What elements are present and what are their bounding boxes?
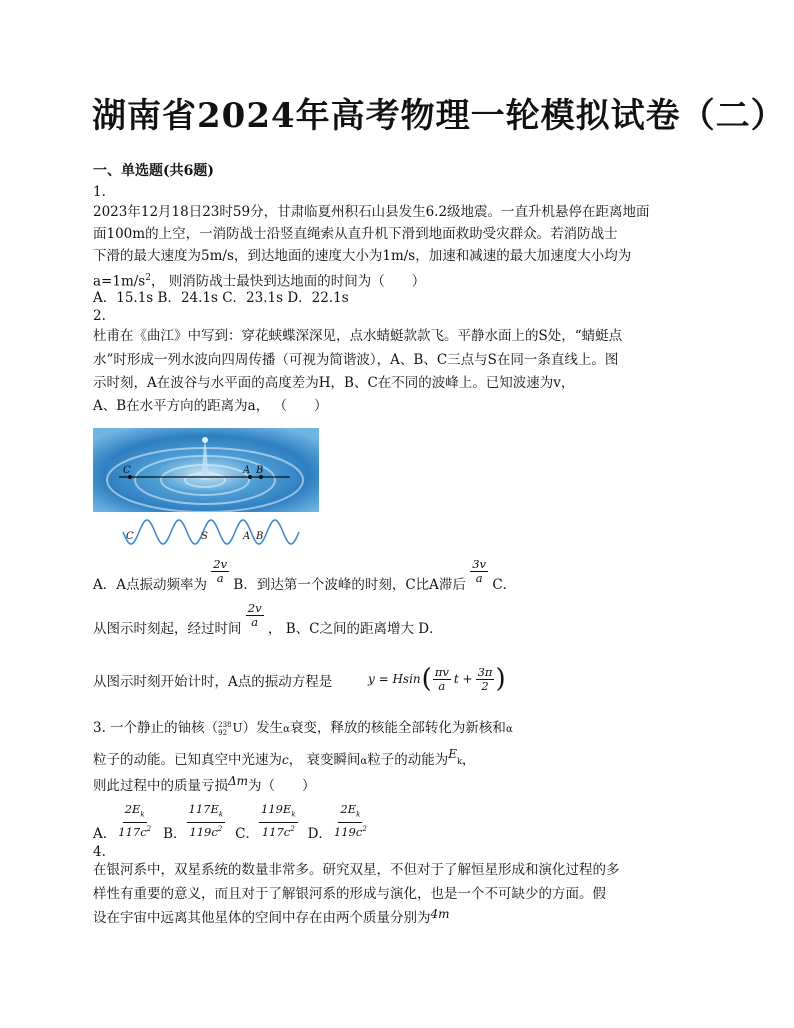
q2-line-4: A、B在水平方向的距离为a， （ ）: [93, 398, 328, 414]
q3-option-d-label: D．: [307, 826, 332, 842]
nuclide-numbers: [218, 721, 231, 737]
q3-instant-text: ， 衰变瞬间: [288, 752, 361, 768]
q3-option-c-label: C．: [235, 826, 259, 842]
wave-label-a: A: [243, 531, 251, 542]
q1-line-1: 2023年12月18日23时59分，甘肃临夏州积石山县发生6.2级地震。一直升机悬停在距离地面: [93, 204, 650, 220]
water-wave-figure: [93, 428, 319, 554]
q1-acceleration: a=1m/s: [93, 273, 146, 290]
q3-energy-text: 衰变，释放的核能全部转化为新核和: [289, 720, 506, 736]
q4-line-3: [93, 908, 450, 928]
symbol-4m: 4m: [430, 907, 450, 921]
q3-option-b-fraction: $\frac{117E_k}{119c^2}$: [188, 802, 224, 839]
eq-fraction-1: $\frac{\pi v}{a}$: [434, 664, 449, 693]
symbol-e: E: [448, 747, 458, 761]
alpha-symbol-3: α: [360, 756, 368, 767]
eq-prefix: y = Hsin: [368, 672, 421, 686]
q3-line-2: [93, 747, 476, 776]
q3-mass-defect-text: 则此过程中的质量亏损: [93, 778, 228, 794]
q2-option-b-fraction: $\frac{3v}{a}$: [472, 557, 487, 585]
q1-options: A．15.1s B．24.1s C．23.1s D．22.1s: [93, 290, 349, 306]
q2-option-c-fraction: $\frac{2v}{a}$: [247, 601, 262, 629]
q2-options-ab: [93, 557, 517, 599]
q2-option-d: [93, 672, 332, 692]
q2-option-c-label: C．: [492, 577, 517, 593]
eq-fraction-2: $\frac{3\pi}{2}$: [477, 664, 493, 693]
q3-line-3: [93, 776, 316, 796]
mass-number: 238: [218, 720, 232, 729]
section-heading: 一、单选题(共6题): [93, 163, 214, 179]
q3-option-b-label: B．: [163, 826, 187, 842]
q3-option-d-fraction: $\frac{2E_k}{119c^2}$: [333, 802, 367, 839]
q4-line-1: 在银河系中，双星系统的数量非常多。研究双星，不但对于了解恒星形成和演化过程的多: [93, 862, 620, 878]
q3-decay-text: ）发生: [242, 720, 284, 736]
q3-option-c-fraction: $\frac{119E_k}{117c^2}$: [260, 802, 296, 839]
q3-intro: 3. 一个静止的铀核（: [93, 720, 219, 736]
symbol-k: k: [457, 756, 462, 766]
q4-line-3-text: 设在宇宙中远离其他星体的空间中存在由两个质量分别为: [93, 910, 431, 926]
q3-question: 为（ ）: [248, 778, 316, 794]
q2-option-d-equation: [368, 664, 506, 694]
q3-option-a-fraction: $\frac{2E_k}{117c^2}$: [118, 802, 152, 839]
q1-question: ， 则消防战士最快到达地面的时间为（ ）: [150, 273, 426, 290]
alpha-symbol-2: α: [505, 724, 513, 735]
q2-line-1: 杜甫在《曲江》中写到：穿花蛱蝶深深见，点水蜻蜓款款飞。平静水面上的S处，“蜻蜓点: [93, 328, 623, 344]
q3-kinetic-text: 粒子的动能为: [367, 752, 449, 768]
element-symbol: U: [232, 721, 243, 735]
eq-mid: t +: [453, 672, 473, 686]
photo-label-a: A: [243, 465, 251, 476]
q4-line-2: 样性有重要的意义，而且对于了解银河系的形成与演化，也是一个不可缺少的方面。假: [93, 886, 606, 902]
q3-line-1: [93, 718, 513, 740]
photo-label-b: B: [256, 465, 264, 476]
photo-label-c: C: [123, 465, 131, 476]
q2-option-a-fraction: $\frac{2v}{a}$: [213, 557, 228, 585]
sine-wave: [123, 520, 299, 544]
q2-line-3: 示时刻，A在波谷与水平面的高度差为H，B、C在不同的波峰上。已知波速为v，: [93, 375, 575, 391]
q3-light-speed-text: 粒子的动能。已知真空中光速为: [93, 752, 282, 768]
left-paren: (: [421, 664, 432, 694]
q1-acc-exponent: 2: [145, 273, 151, 283]
atomic-number: 92: [218, 728, 228, 737]
q4-number: 4.: [93, 844, 106, 860]
wave-label-s: S: [201, 531, 208, 542]
q1-line-3: 下滑的最大速度为5m/s，到达地面的速度大小为1m/s，加速和减速的最大加速度大小均为: [93, 248, 632, 264]
q3-options: [93, 800, 369, 842]
symbol-c: c: [282, 753, 289, 767]
alpha-symbol: α: [283, 724, 290, 735]
q2-option-d-text: 从图示时刻开始计时，A点的振动方程是: [93, 674, 333, 690]
symbol-delta-m: Δm: [228, 774, 249, 788]
q2-number: 2.: [93, 308, 106, 324]
wave-label-b: B: [256, 531, 264, 542]
q1-number: 1.: [93, 184, 106, 200]
wave-label-c: C: [126, 531, 134, 542]
q2-option-c: [93, 601, 443, 643]
q2-option-b-text: B．到达第一个波峰的时刻，C比A滞后: [233, 577, 466, 593]
q3-comma: ，: [461, 752, 476, 768]
right-paren: ): [495, 664, 506, 694]
page-title: 湖南省2024年高考物理一轮模拟试卷（二）: [92, 96, 786, 136]
q3-option-a-label: A．: [93, 826, 117, 842]
q2-line-2: 水”时形成一列水波向四周传播（可视为简谐波），A、B、C三点与S在同一条直线上。图: [93, 352, 619, 368]
q1-line-2: 面100m的上空，一消防战士沿竖直绳索从直升机下滑到地面救助受灾群众。若消防战士: [93, 226, 618, 242]
q2-option-c-tail: ， B、C之间的距离增大 D．: [267, 621, 443, 637]
q2-option-c-text: 从图示时刻起，经过时间: [93, 621, 242, 637]
q2-option-a-text: A．A点振动频率为: [93, 577, 207, 593]
